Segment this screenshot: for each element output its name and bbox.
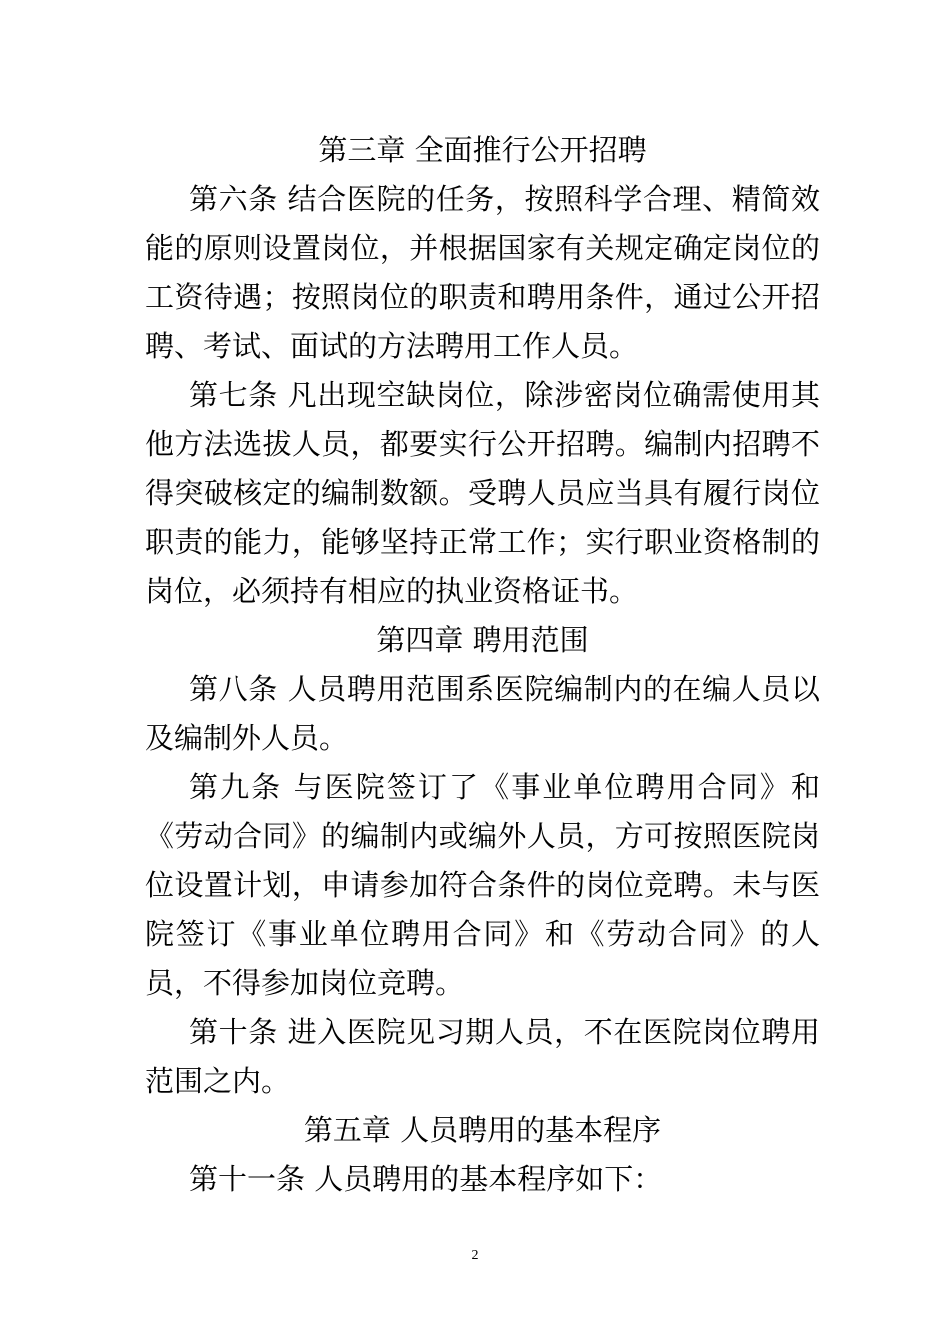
article-7: 第七条 凡出现空缺岗位，除涉密岗位确需使用其他方法选拔人员，都要实行公开招聘。编制内招聘不得突破核定的编制数额。受聘人员应当具有履行岗位职责的能力，能够坚持正常工作；实行职业资格制的岗位，必须持有相应的执业资格证书。 xyxy=(145,378,820,608)
chapter-3-heading: 第三章 全面推行公开招聘 xyxy=(318,133,647,167)
document-page xyxy=(145,126,820,1204)
chapter-5-heading: 第五章 人员聘用的基本程序 xyxy=(303,1113,662,1147)
article-11: 第十一条 人员聘用的基本程序如下： xyxy=(189,1162,663,1196)
chapter-4-heading: 第四章 聘用范围 xyxy=(376,623,589,657)
page-number: 2 xyxy=(471,1248,479,1263)
article-9: 第九条 与医院签订了《事业单位聘用合同》和《劳动合同》的编制内或编外人员，方可按照医院岗位设置计划，申请参加符合条件的岗位竞聘。未与医院签订《事业单位聘用合同》和《劳动合同》的人员，不得参加岗位竞聘。 xyxy=(145,770,820,1000)
article-6: 第六条 结合医院的任务，按照科学合理、精简效能的原则设置岗位，并根据国家有关规定确定岗位的工资待遇；按照岗位的职责和聘用条件，通过公开招聘、考试、面试的方法聘用工作人员。 xyxy=(145,182,820,363)
article-8: 第八条 人员聘用范围系医院编制内的在编人员以及编制外人员。 xyxy=(145,672,820,755)
article-10: 第十条 进入医院见习期人员，不在医院岗位聘用范围之内。 xyxy=(145,1015,820,1098)
